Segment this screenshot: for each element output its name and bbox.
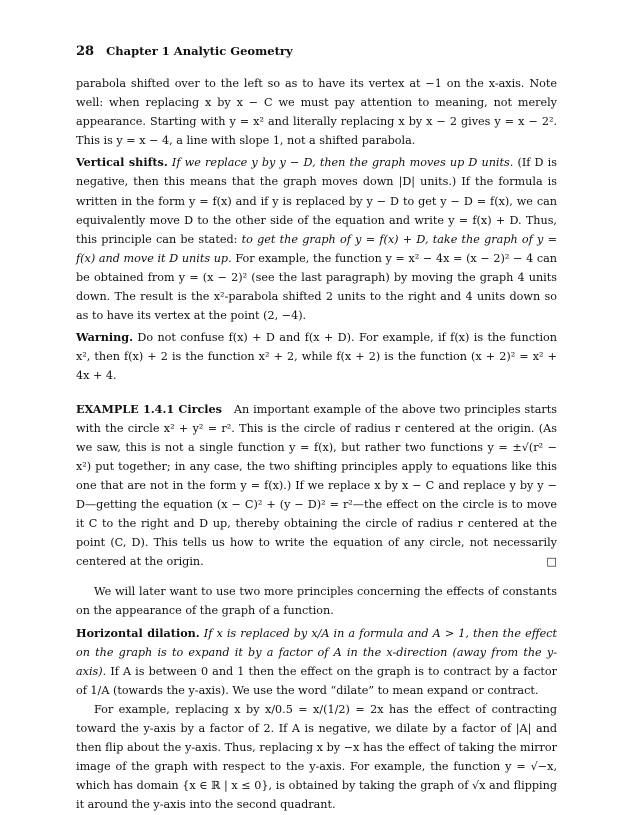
paragraph-dilation-example: For example, replacing x by x/0.5 = x/(1/2) = 2x has the effect of contracting toward the y-axis by a factor of 2. If A is negative, we dilate by a factor of |A| and then flip about the y-axis. Thus, replacing x by −x has the effect of taking the mirror image of the graph with respect to the y-axis. For example, the function y = √−x, which has domain {x ∈ ℝ | x ≤ 0}, is obtained by taking the graph of √x and flipping it around the y-axis into the second quadrant. (76, 702, 557, 812)
page-content (76, 44, 557, 814)
page-number: 28 (76, 44, 95, 59)
warning-body: Do not confuse f(x) + D and f(x + D). For example, if f(x) is the function x², then f(x) + 2 is the function x² + 2, while f(x + 2) is the function (x + 2)² = x² + 4x + 4. (76, 331, 557, 383)
example-body: An important example of the above two principles starts with the circle x² + y² = r². This is the circle of radius r centered at the origin. (As we saw, this is not a single function y = f(x), but rather two functions y = ±√(r² − x²) put together; in any case, the two shifting principles apply to equations like this one that are not in the form y = f(x).) If we replace x by x − C and replace y by y − D—getting the equation (x − C)² + (y − D)² = r²—the effect on the circle is to move it C to the right and D up, thereby obtaining the circle of radius r centered at the point (C, D). This tells us how to write the equation of any circle, not necessarily centered at the origin. (76, 402, 558, 569)
chapter-title: Chapter 1 Analytic Geometry (106, 44, 293, 58)
paragraph-horizontal-dilation (76, 624, 557, 700)
vertical-shifts-statement: to get the graph of y = f(x) + D, take the graph of y = f(x) and move it D units up. (76, 232, 557, 265)
example-heading: EXAMPLE 1.4.1 Circles (76, 401, 222, 416)
paragraph-vertical-shifts (76, 153, 557, 325)
horizontal-dilation-body: If A is between 0 and 1 then the effect on the graph is to contract by a factor of 1/A (towards the y-axis). We use the word “dilate” to mean expand or contract. (76, 664, 557, 697)
paragraph-example-circles (76, 400, 557, 572)
qed-symbol: □ (546, 555, 557, 569)
warning-heading: Warning. (76, 330, 133, 345)
horizontal-dilation-rule: If x is replaced by x/A in a formula and A > 1, then the effect on the graph is to expand it by a factor of A in the x-direction (away from the y-axis). (76, 626, 558, 678)
paragraph-warning (76, 328, 557, 385)
vertical-shifts-rule: If we replace y by y − D, then the graph moves up D units. (171, 156, 514, 170)
vertical-shifts-example: For example, the function y = x² − 4x = (x − 2)² − 4 can be obtained from y = (x − 2)² (see the last paragraph) by moving the graph 4 units down. The result is the x²-parabola shifted 2 units to the right and 4 units down so as to have its vertex at the point (2, −4). (76, 251, 558, 323)
vertical-shifts-body: (If D is negative, then this means that the graph moves down |D| units.) If the formula is written in the form y = f(x) and if y is replaced by y − D to get y − D = f(x), we can equivalently move D to the other side of the equation and write y = f(x) + D. Thus, this principle can be stated: (76, 156, 557, 246)
paragraph-parabola-shift: parabola shifted over to the left so as to have its vertex at −1 on the x-axis. Note well: when replacing x by x − C we must pay attention to meaning, not merely appearance. Starting with y = x² and literally replacing x by x − 2 gives y = x − 2². This is y = x − 4, a line with slope 1, not a shifted parabola. (76, 77, 557, 148)
running-head (76, 44, 557, 59)
horizontal-dilation-heading: Horizontal dilation. (76, 625, 200, 640)
vertical-shifts-heading: Vertical shifts. (76, 155, 168, 170)
paragraph-two-more-principles: We will later want to use two more principles concerning the effects of constants on the appearance of the graph of a function. (76, 585, 557, 618)
